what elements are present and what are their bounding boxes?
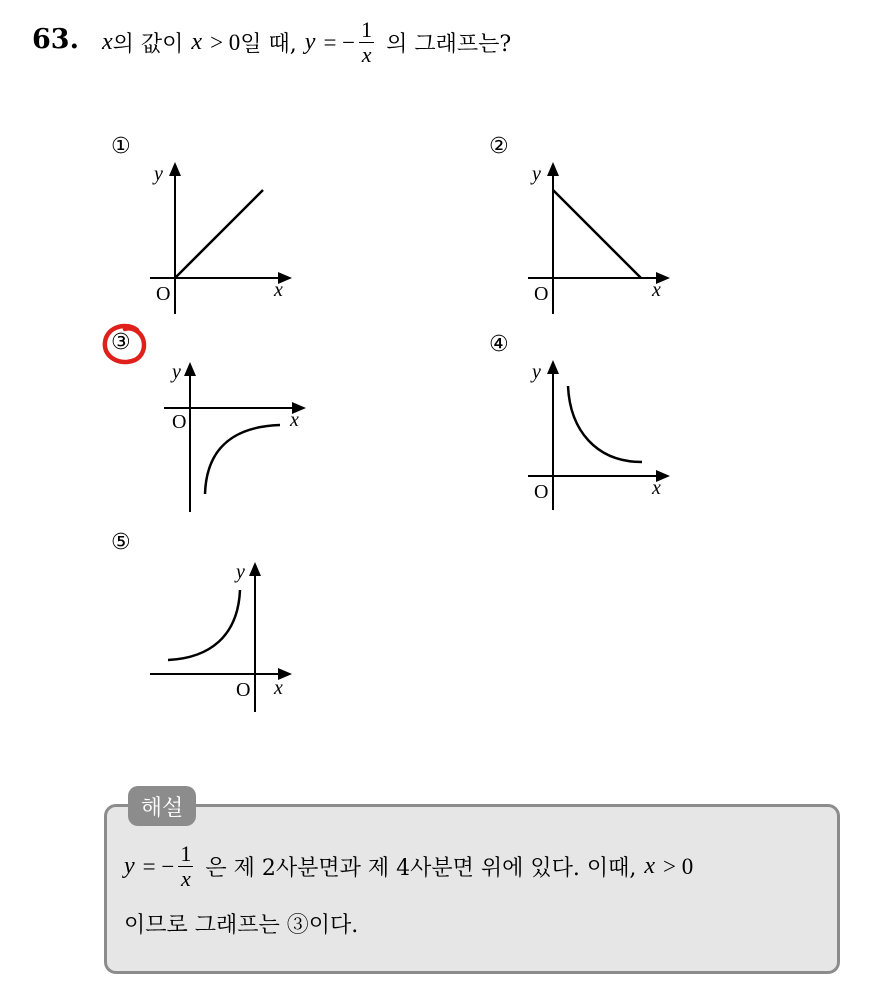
explanation-line-1 xyxy=(124,842,693,891)
x-axis-label: x xyxy=(274,677,283,699)
choice-4-label[interactable]: ④ xyxy=(489,332,509,357)
question-cond-rest: > 0 xyxy=(210,29,241,55)
origin-label: O xyxy=(172,411,187,433)
x-axis-label: x xyxy=(290,409,299,431)
explanation-eq-lhs: y xyxy=(124,853,135,879)
question-frac-den: x xyxy=(361,42,372,67)
explanation-frac-den: x xyxy=(180,866,191,891)
explanation-frac-num: 1 xyxy=(180,841,192,866)
y-axis-label: y xyxy=(236,561,245,583)
choice-2-label[interactable]: ② xyxy=(489,134,509,159)
question-number: 63. xyxy=(32,24,79,55)
origin-label: O xyxy=(534,481,549,503)
explanation-fraction xyxy=(178,842,193,891)
question-text-c: 의 그래프는? xyxy=(386,32,512,57)
y-axis-label: y xyxy=(532,163,541,185)
explanation-tab: 해설 xyxy=(128,786,196,826)
graph-curve xyxy=(553,190,641,278)
y-axis-arrow xyxy=(169,162,181,176)
y-axis-label: y xyxy=(532,361,541,383)
question-frac-num: 1 xyxy=(361,17,373,42)
question-var-x: x xyxy=(102,29,113,55)
x-axis-label: x xyxy=(652,477,661,499)
y-axis-arrow xyxy=(249,562,261,576)
origin-label: O xyxy=(156,283,171,305)
y-axis-arrow xyxy=(184,362,196,376)
x-axis-label: x xyxy=(274,279,283,301)
x-axis-label: x xyxy=(652,279,661,301)
choice-3-graph[interactable] xyxy=(160,352,320,522)
question-text xyxy=(102,18,511,67)
explanation-cond-lhs: x xyxy=(644,853,655,879)
explanation-line-2: 이므로 그래프는 ③이다. xyxy=(124,913,359,938)
graph-curve xyxy=(168,590,240,660)
choice-1-graph[interactable] xyxy=(140,150,300,320)
graph-curve xyxy=(568,386,642,462)
choice-3-label[interactable]: ③ xyxy=(111,330,131,355)
question-text-a: 의 값이 xyxy=(112,32,184,57)
explanation-line1-text: 은 제 2사분면과 제 4사분면 위에 있다. 이때, xyxy=(205,856,637,881)
origin-label: O xyxy=(236,679,251,701)
choice-1-label[interactable]: ① xyxy=(111,134,131,159)
question-eq-sign: = − xyxy=(323,29,356,55)
graph-curve xyxy=(205,425,280,494)
question-cond-lhs: x xyxy=(191,29,203,55)
answer-mark-circle xyxy=(101,322,149,368)
y-axis-arrow xyxy=(547,360,559,374)
y-axis-label: y xyxy=(172,361,181,383)
choice-5-graph[interactable] xyxy=(140,552,310,722)
explanation-cond-rest: > 0 xyxy=(662,853,694,879)
question-fraction xyxy=(359,18,374,67)
origin-label: O xyxy=(534,283,549,305)
graph-curve xyxy=(175,190,263,278)
y-axis-arrow xyxy=(547,162,559,176)
choice-5-label[interactable]: ⑤ xyxy=(111,530,131,555)
choice-2-graph[interactable] xyxy=(518,150,678,320)
question-eq-lhs: y xyxy=(304,29,316,55)
y-axis-label: y xyxy=(154,163,163,185)
question-text-b: 일 때, xyxy=(240,32,297,57)
explanation-eq-sign: = − xyxy=(142,853,175,879)
choice-4-graph[interactable] xyxy=(518,350,678,520)
